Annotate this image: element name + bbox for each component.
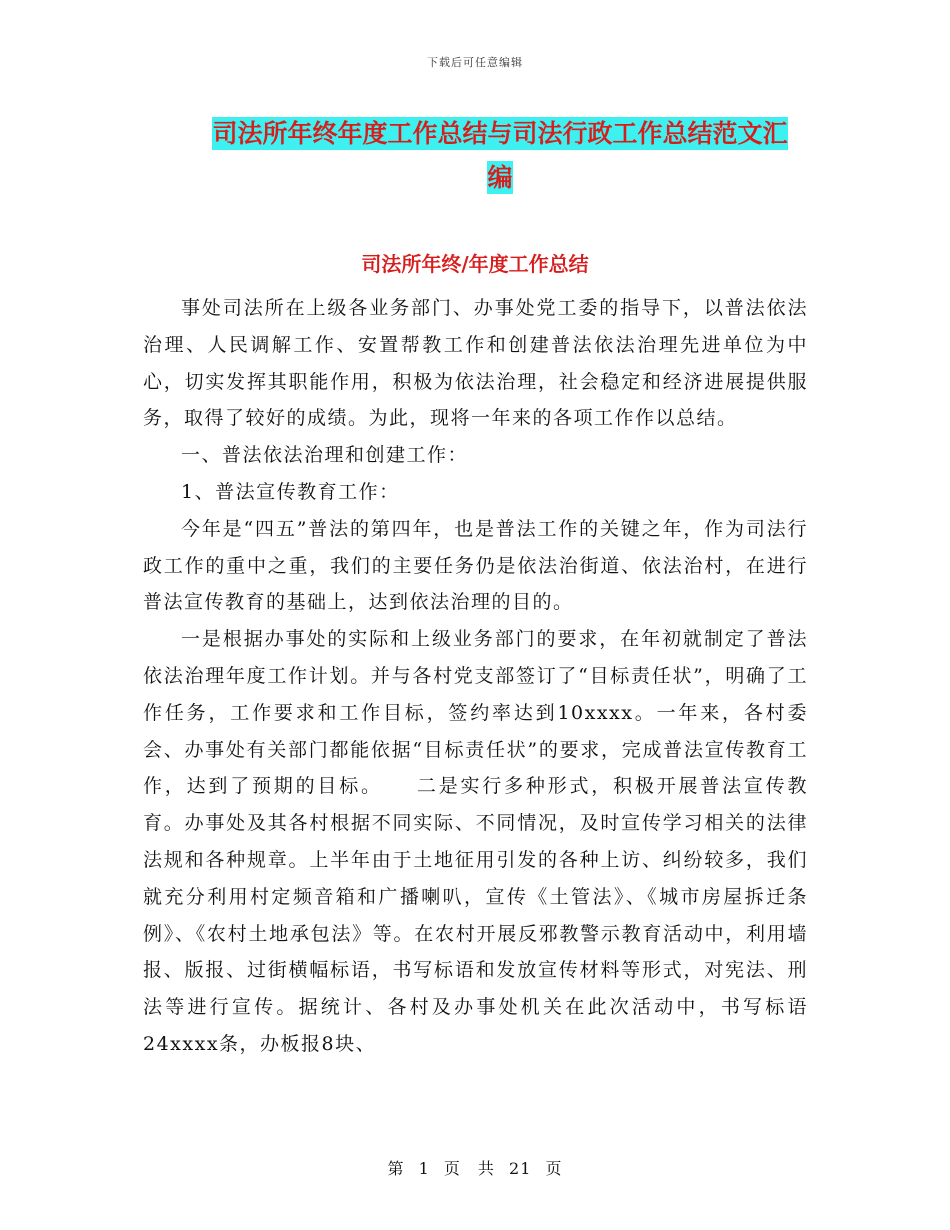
- document-title-line-2: 编: [487, 163, 513, 192]
- paragraph: 一是根据办事处的实际和上级业务部门的要求，在年初就制定了普法依法治理年度工作计划。并与各村党支部签订了“目标责任状”，明确了工作任务，工作要求和工作目标，签约率达到10xxxx。一年来，各村委会、办事处有关部门都能依据“目标责任状”的要求，完成普法宣传教育工作，达到了预期的目标。 二是实行多种形式，积极开展普法宣传教育。办事处及其各村根据不同实际、不同情况，及时宣传学习相关的法律法规和各种规章。上半年由于土地征用引发的各种上访、纠纷较多，我们就充分利用村定频音箱和广播喇叭，宣传《土管法》、《城市房屋拆迁条例》、《农村土地承包法》等。在农村开展反邪教警示教育活动中，利用墙报、版报、过街横幅标语，书写标语和发放宣传材料等形式，对宪法、刑法等进行宣传。据统计、各村及办事处机关在此次活动中，书写标语24xxxx条，办板报8块、: [143, 628, 808, 1055]
- footer-middle: 页 共: [443, 1159, 495, 1178]
- footer-suffix: 页: [545, 1159, 563, 1178]
- paragraph: 事处司法所在上级各业务部门、办事处党工委的指导下，以普法依法治理、人民调解工作、安置帮教工作和创建普法依法治理先进单位为中心，切实发挥其职能作用，积极为依法治理，社会稳定和经济进展提供服务，取得了较好的成绩。为此，现将一年来的各项工作作以总结。: [143, 297, 808, 430]
- document-title: [190, 112, 810, 200]
- total-page-count: 21: [509, 1159, 532, 1178]
- paragraph: 1、普法宣传教育工作：: [181, 480, 400, 503]
- current-page-number: 1: [418, 1159, 430, 1178]
- header-note: 下载后可任意编辑: [427, 56, 523, 69]
- footer-prefix: 第: [387, 1159, 405, 1178]
- paragraph: 一、普法依法治理和创建工作：: [181, 444, 469, 467]
- body-text: [143, 290, 808, 1063]
- section-title: 司法所年终/年度工作总结: [361, 252, 589, 276]
- document-title-line-1: 司法所年终年度工作总结与司法行政工作总结范文汇: [212, 119, 788, 148]
- paragraph: 今年是“四五”普法的第四年，也是普法工作的关键之年，作为司法行政工作的重中之重，我们的主要任务仍是依法治街道、依法治村，在进行普法宣传教育的基础上，达到依法治理的目的。: [143, 517, 808, 614]
- page-footer: [0, 1156, 950, 1179]
